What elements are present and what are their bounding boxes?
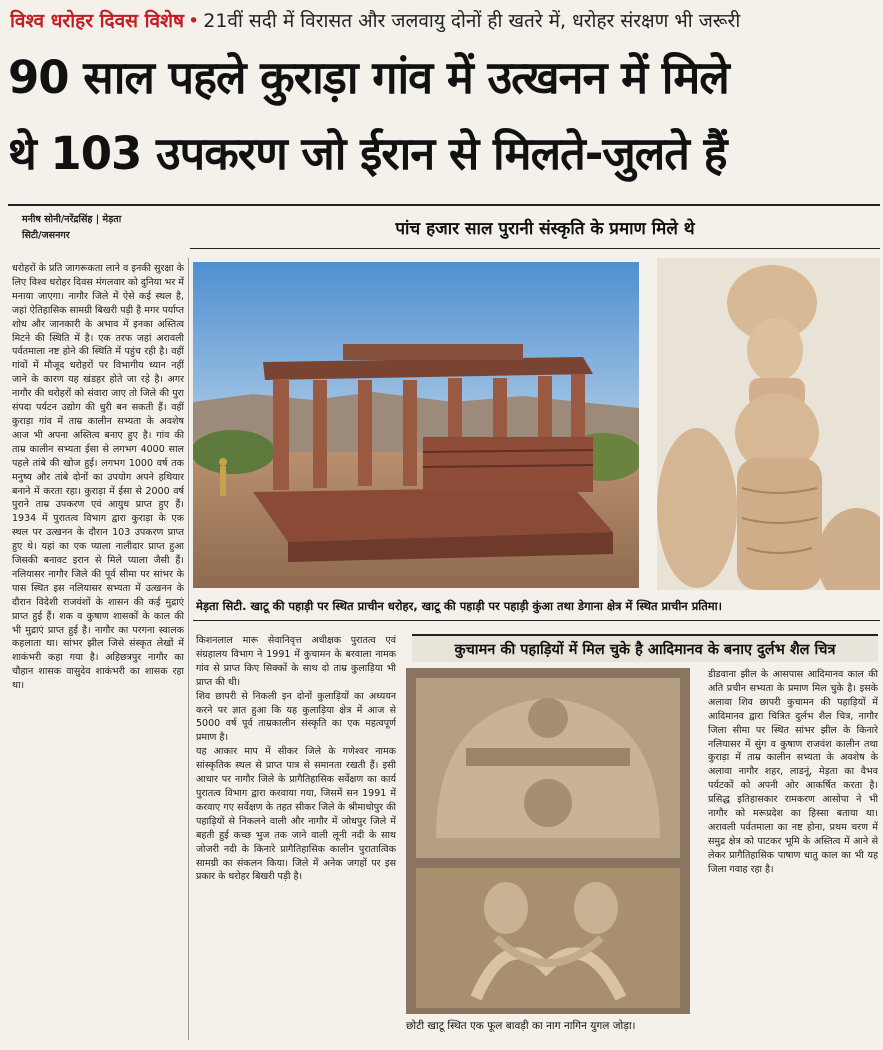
temple-photo — [193, 262, 639, 588]
carving-caption: छोटी खाटू स्थित एक फूल बावड़ी का नाग नागिन युगल जोड़ा। — [406, 1020, 636, 1032]
carving-photo — [406, 668, 690, 1014]
kicker-bullet: • — [188, 10, 200, 32]
subhead-rule — [190, 248, 880, 249]
column-1-text: धरोहरों के प्रति जागरूकता लाने व इनकी सुरक्षा के लिए विश्व धरोहर दिवस मंगलवार को दुनिया भर में मनाया जाएगा। नागौर जिले में ऐसे कई स्थल है, जहां ऐतिहासिक सामग्री बिखरी पड़ी है मगर पर्याप्त शोध और जानकारी के अभाव में इनका अस्तित्व मिटने की स्थिति में है। एक तरफ जहां अरावली पर्वतमाला नष्ट होने की स्थिति में पहुंच रही है। वहीं गांवों में मौजूद धरोहरों पर विभागीय ध्यान नहीं जाने के कारण यह खंडहर होते जा रहे है। अगर नागौर की धरोहरों को संवारा जाए तो जिले की पुरा संपदा पर्यटन उद्योग की धुरी बन सकती हैं। वहीं कुराड़ा गांव में ताम्र कालीन सभ्यता के अवशेष आज भी अपना अस्तित्व बनाए हुए है। गांव की ताम्र कालीन सभ्यता ईसा से लगभग 4000 साल पहले तांबे की खोज हुई। लगभग 1000 वर्ष तक मनुष्य और तांबे दोनों का उपयोग अपने हथियार बनाने में करता रहा। कुराड़ा में ईसा से 2000 वर्ष पुराने ताम्र उपकरण एवं आयुध प्राप्त हुए हैं। 1934 में पुरातत्व विभाग द्वारा कुराड़ा के एक स्थल पर उत्खनन के दौरान 103 उपकरण प्राप्त हुए थे। यहां का एक प्याला नालीदार प्राप्त हुआ जिसकी बनावट इरान से मिले प्याला जैसी हैं। नलियासर नागौर जिले की पूर्व सीमा पर सांभर के पास स्थित इस नलियासर सभ्यता में उत्खनन के दौरान विदेशी राजवंशों के शासन की कई मुद्राएं प्राप्त हुई हैं। शक व कुषाण शासकों के काल की भी मुद्राएं प्राप्त हुई है। नागौर का परगना स्वालक कहलाता था। सांभर झील जिसे संस्कृत लेखों में शाकंभरी कहा गया है। अहिछत्रपुर नागौर का चौहान शासक वासुदेव शाकंभरी का शासक रहा था। — [12, 263, 184, 692]
kicker-line — [10, 4, 880, 38]
column-3-text: डीडवाना झील के आसपास आदिमानव काल की अति प्रचीन सभ्यता के प्रमाण मिल चुके है। इसके अलावा शिव छापरी कुचामन की पहाड़ियों में आदिमानव द्वारा चित्रित दुर्लभ शैल चित्र, नागौर जिला सीमा पर स्थित सांभर झील के किनारे नलियासर में सुंग व कुषाण राजवंश कालीन तथा कुराड़ा में ताम्र कालीन सभ्यता के अवशेष के अलावा नागौर शहर, लाडनूं, मेड़ता का वैभव पर्यटकों को अपनी ओर आकर्षित करता है। प्रसिद्ध इतिहासकार रामकरण आसोपा ने भी नागौर को मरूप्रदेश का हिस्सा बताया था। अरावली पर्वतमाला का नष्ट होना, प्रथम चरण में समुद्र क्षेत्र को पाटकर भूमि के अस्तित्व में आने से लेकर प्रागैतिहासिक पाषाण धातु काल का भी यह जिला गवाह रहा है। — [708, 669, 878, 875]
kicker-text: 21वीं सदी में विरासत और जलवायु दोनों ही खतरे में, धरोहर संरक्षण भी जरूरी — [203, 10, 741, 32]
temple-illustration — [193, 262, 639, 588]
statue-illustration — [657, 258, 880, 590]
headline — [8, 40, 880, 194]
column-divider — [188, 258, 189, 1040]
subhead: पांच हजार साल पुरानी संस्कृति के प्रमाण मिले थे — [395, 219, 695, 239]
byline-line-2: सिटी/जसनगर — [22, 230, 70, 241]
byline — [22, 212, 172, 244]
section-2-title: कुचामन की पहाड़ियों में मिल चुके है आदिमानव के बनाए दुर्लभ शैल चित्र — [412, 634, 878, 662]
statue-photo — [657, 258, 880, 590]
headline-line-2: थे 103 उपकरण जो ईरान से मिलते-जुलते हैं — [8, 127, 727, 180]
byline-line-1: मनीष सोनी/नरेंद्रसिंह | मेड़ता — [22, 214, 122, 225]
carving-illustration — [406, 668, 690, 1014]
column-2-text: किशनलाल मारू सेवानिवृत्त अधीक्षक पुरातत्व एवं संग्रहालय विभाग ने 1991 में कुचामन के बरवाला नामक गांव से प्राप्त किए सिक्कों के साथ दो ताम्र कुलाड़िया भी प्राप्त की थी। शिव छापरी से निकली इन दोनों कुलाड़ियों का अध्ययन करने पर ज्ञात हुआ कि यह कुलाड़िया क्षेत्र में आज से 5000 वर्ष पूर्व ताम्रकालीन संस्कृति का एक महत्वपूर्ण प्रमाण है। यह आकार माप में सीकर जिले के गणेश्वर नामक सांस्कृतिक स्थल से प्राप्त पात्र से समानता रखती हैं। इसी आधार पर नागौर जिले के प्रागैतिहासिक सर्वेक्षण का कार्य पुरातत्व विभाग द्वारा करवाया गया, जिसमें सन 1991 में करवाए गए सर्वेक्षण के तहत सीकर जिले के श्रीमाधोपुर की पहाड़ियों से निकलने वाली और नागौर में जोधपुर जिले में बहती हुई कच्छ भुज तक जाने वाली लूनी नदी के साथ जोजरी नदी के किनारे प्रागैतिहासिक कालीन पुरातात्विक सामग्री का संकलन किया। जिले में अनेक जगहों पर इस प्रकार के धरोहर बिखरी पड़ी है। — [196, 635, 396, 883]
headline-rule — [8, 204, 880, 206]
photo-caption: मेड़ता सिटी. खाटू की पहाड़ी पर स्थित प्राचीन धरोहर, खाटू की पहाड़ी पर पहाड़ी कुंआ तथा डेगाना क्षेत्र में स्थित प्राचीन प्रतिमा। — [196, 599, 722, 613]
headline-line-1: 90 साल पहले कुराड़ा गांव में उत्खनन में मिले — [8, 51, 729, 104]
caption-rule — [193, 620, 880, 621]
kicker-tag: विश्व धरोहर दिवस विशेष — [10, 10, 185, 32]
